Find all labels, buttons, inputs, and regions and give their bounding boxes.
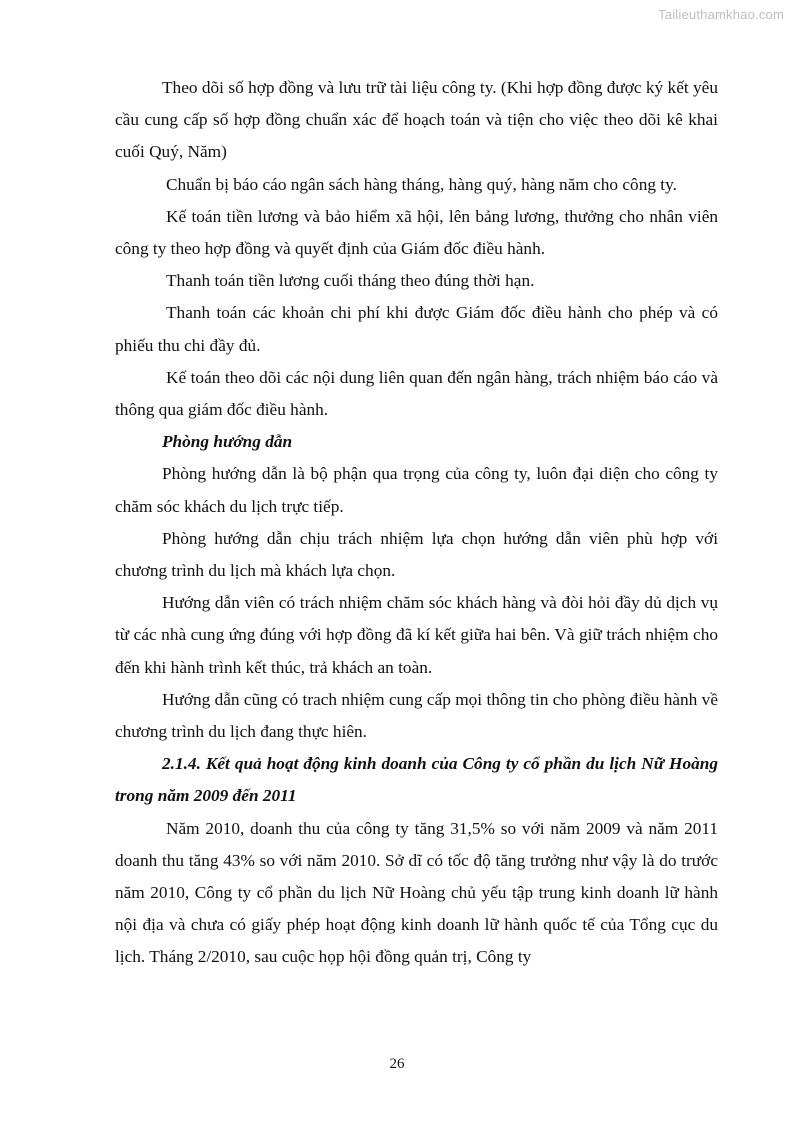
paragraph-salary-payment: Thanh toán tiền lương cuối tháng theo đúng thời hạn. [166,271,535,291]
paragraph-budget-report: Chuẩn bị báo cáo ngân sách hàng tháng, hàng quý, hàng năm cho công ty. [166,174,677,194]
paragraph-guide-selection: Phòng hướng dẫn chịu trách nhiệm lựa chọn hướng dẫn viên phù hợp với chương trình du lịch mà khách lựa chọn. [115,528,718,581]
body-text [115,72,718,974]
paragraph-guide-duties: Hướng dẫn viên có trách nhiệm chăm sóc khách hàng và đòi hỏi đầy dủ dịch vụ từ các nhà cung ứng đúng với hợp đồng đã kí kết giữa hai bên. Và giữ trách nhiệm cho đến khi hành trình kết thúc, trả khách an toàn. [115,593,718,677]
section-heading-business-results: 2.1.4. Kết quả hoạt động kinh doanh của Công ty cổ phần du lịch Nữ Hoàng trong năm 2009 đến 2011 [115,754,718,806]
section-heading-guide-department: Phòng hướng dẫn [162,432,293,452]
watermark: Tailieuthamkhao.com [658,7,784,22]
paragraph-payroll-accounting: Kế toán tiền lương và bảo hiểm xã hội, lên bảng lương, thưởng cho nhân viên công ty theo hợp đồng và quyết định của Giám đốc điều hành. [115,206,718,259]
paragraph-guide-information: Hướng dẫn cũng có trach nhiệm cung cấp mọi thông tin cho phòng điều hành về chương trình du lịch đang thực hiên. [115,689,718,742]
paragraph-revenue-growth: Năm 2010, doanh thu của công ty tăng 31,5% so với năm 2009 và năm 2011 doanh thu tăng 43% so với năm 2010. Sở dĩ có tốc độ tăng trưởng như vậy là do trước năm 2010, Công ty cổ phần du lịch Nữ Hoàng chủ yếu tập trung kinh doanh lữ hành nội địa và chưa có giấy phép hoạt động kinh doanh lữ hành quốc tế của Tổng cục du lịch. Tháng 2/2010, sau cuộc họp hội đồng quản trị, Công ty [115,818,718,967]
paragraph-expense-payment: Thanh toán các khoản chi phí khi được Giám đốc điều hành cho phép và có phiếu thu chi đầy đủ. [115,303,718,355]
paragraph-bank-accounting: Kế toán theo dõi các nội dung liên quan đến ngân hàng, trách nhiệm báo cáo và thông qua giám đốc điều hành. [115,367,718,420]
page-number: 26 [389,1056,405,1072]
paragraph-guide-role: Phòng hướng dẫn là bộ phận qua trọng của công ty, luôn đại diện cho công ty chăm sóc khách du lịch trực tiếp. [115,464,718,516]
paragraph-contract-tracking: Theo dõi số hợp đồng và lưu trữ tài liệu công ty. (Khi hợp đồng được ký kết yêu cầu cung cấp số hợp đồng chuẩn xác để hoạch toán và tiện cho việc theo dõi kê khai cuối Quý, Năm) [115,78,718,162]
